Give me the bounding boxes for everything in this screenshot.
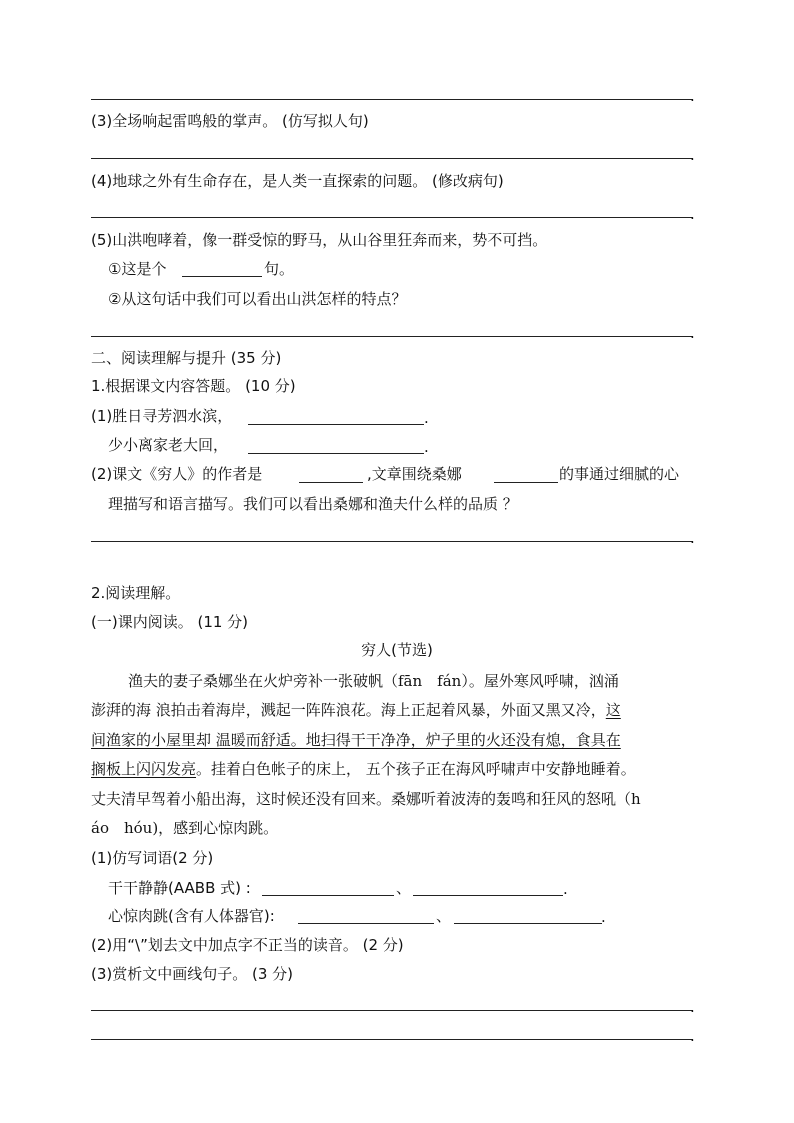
question-text: ,文章围绕桑娜 (367, 465, 462, 483)
passage-line (91, 759, 636, 779)
answer-line[interactable] (91, 1010, 693, 1011)
answer-line[interactable] (91, 1039, 693, 1040)
question-heading: 2.阅读理解。 (91, 584, 181, 602)
underlined-sentence: 间渔家的小屋里却 温暖而舒适。地扫得干干净净，炉子里的火还没有熄，食具在 (91, 731, 621, 749)
separator: 、 (396, 879, 412, 897)
question-text: 理描写和语言描写。我们可以看出桑娜和渔夫什么样的品质 ？ (108, 495, 518, 513)
question-text: (2)课文《穷人》的作者是 (91, 465, 263, 483)
fill-blank[interactable] (298, 923, 434, 924)
question-5: (5)山洪咆哮着，像一群受惊的野马，从山谷里狂奔而来，势不可挡。 (91, 231, 548, 249)
question-text: 的事通过细腻的心 (559, 465, 680, 483)
question-heading: 1.根据课文内容答题。 (10 分) (91, 377, 296, 395)
passage-line: 渔夫的妻子桑娜坐在火炉旁补一张破帆（fān fán）。屋外寒风呼啸，汹涌 (128, 672, 619, 690)
fill-blank[interactable] (299, 482, 363, 483)
period-mark: . (424, 409, 429, 427)
period-mark: . (690, 205, 695, 223)
fill-blank[interactable] (454, 923, 602, 924)
part-heading: (一)课内阅读。 (11 分) (91, 613, 249, 631)
poem-line-2: 少小离家老大回， (108, 436, 229, 454)
period-mark: . (690, 1027, 695, 1045)
answer-line[interactable] (91, 336, 693, 337)
answer-line[interactable] (91, 217, 693, 218)
section-heading: 二、阅读理解与提升 (35 分) (91, 349, 282, 367)
answer-line[interactable] (91, 158, 693, 159)
sub-question-2: (2)用“\”划去文中加点字不正当的读音。 (2 分) (91, 936, 404, 954)
period-mark: . (690, 324, 695, 342)
period-mark: . (690, 529, 695, 547)
passage-line: áo hóu)，感到心惊肉跳。 (91, 819, 279, 837)
period-mark: . (601, 908, 606, 926)
question-5-sub2: ②从这句话中我们可以看出山洪怎样的特点？ (108, 290, 407, 308)
underlined-sentence: 这 (605, 701, 621, 719)
question-3: (3)全场响起雷鸣般的掌声。 (仿写拟人句) (91, 112, 369, 130)
fill-blank[interactable] (248, 424, 424, 425)
passage-title: 穷人(节选) (361, 641, 433, 659)
period-mark: . (563, 880, 568, 898)
period-mark: . (690, 146, 695, 164)
period-mark: . (690, 998, 695, 1016)
fill-blank[interactable] (248, 453, 424, 454)
sub-question-text: 干干静静(AABB 式) : (108, 879, 251, 897)
passage-text: 澎湃的海 浪拍击着海岸，溅起一阵阵浪花。海上正起着风暴，外面又黑又冷， (91, 701, 606, 719)
passage-line: 丈夫清早驾着小船出海，这时候还没有回来。桑娜听着波涛的轰鸣和狂风的怒吼（h (91, 790, 641, 808)
fill-blank[interactable] (494, 482, 558, 483)
sub-question-3: (3)赏析文中画线句子。 (3 分) (91, 965, 294, 983)
separator: 、 (436, 907, 452, 925)
question-5-sub1-prefix: ①这是个 (108, 260, 167, 278)
answer-line[interactable] (91, 541, 693, 542)
passage-text: 。挂着白色帐子的床上， 五个孩子正在海风呼啸声中安静地睡着。 (196, 760, 636, 778)
period-mark: . (690, 87, 695, 105)
fill-blank[interactable] (182, 276, 262, 277)
sub-question-1: (1)仿写词语(2 分) (91, 849, 214, 867)
passage-line (91, 700, 621, 720)
fill-blank[interactable] (262, 895, 394, 896)
poem-line-1: (1)胜日寻芳泗水滨， (91, 407, 233, 425)
answer-line[interactable] (91, 99, 693, 100)
underlined-sentence: 搁板上闪闪发亮 (91, 760, 197, 778)
period-mark: . (424, 438, 429, 456)
sub-question-text: 心惊肉跳(含有人体器官): (108, 907, 275, 925)
question-5-sub1-suffix: 句。 (264, 260, 295, 278)
fill-blank[interactable] (413, 895, 563, 896)
question-4: (4)地球之外有生命存在，是人类一直探索的问题。 (修改病句) (91, 172, 504, 190)
